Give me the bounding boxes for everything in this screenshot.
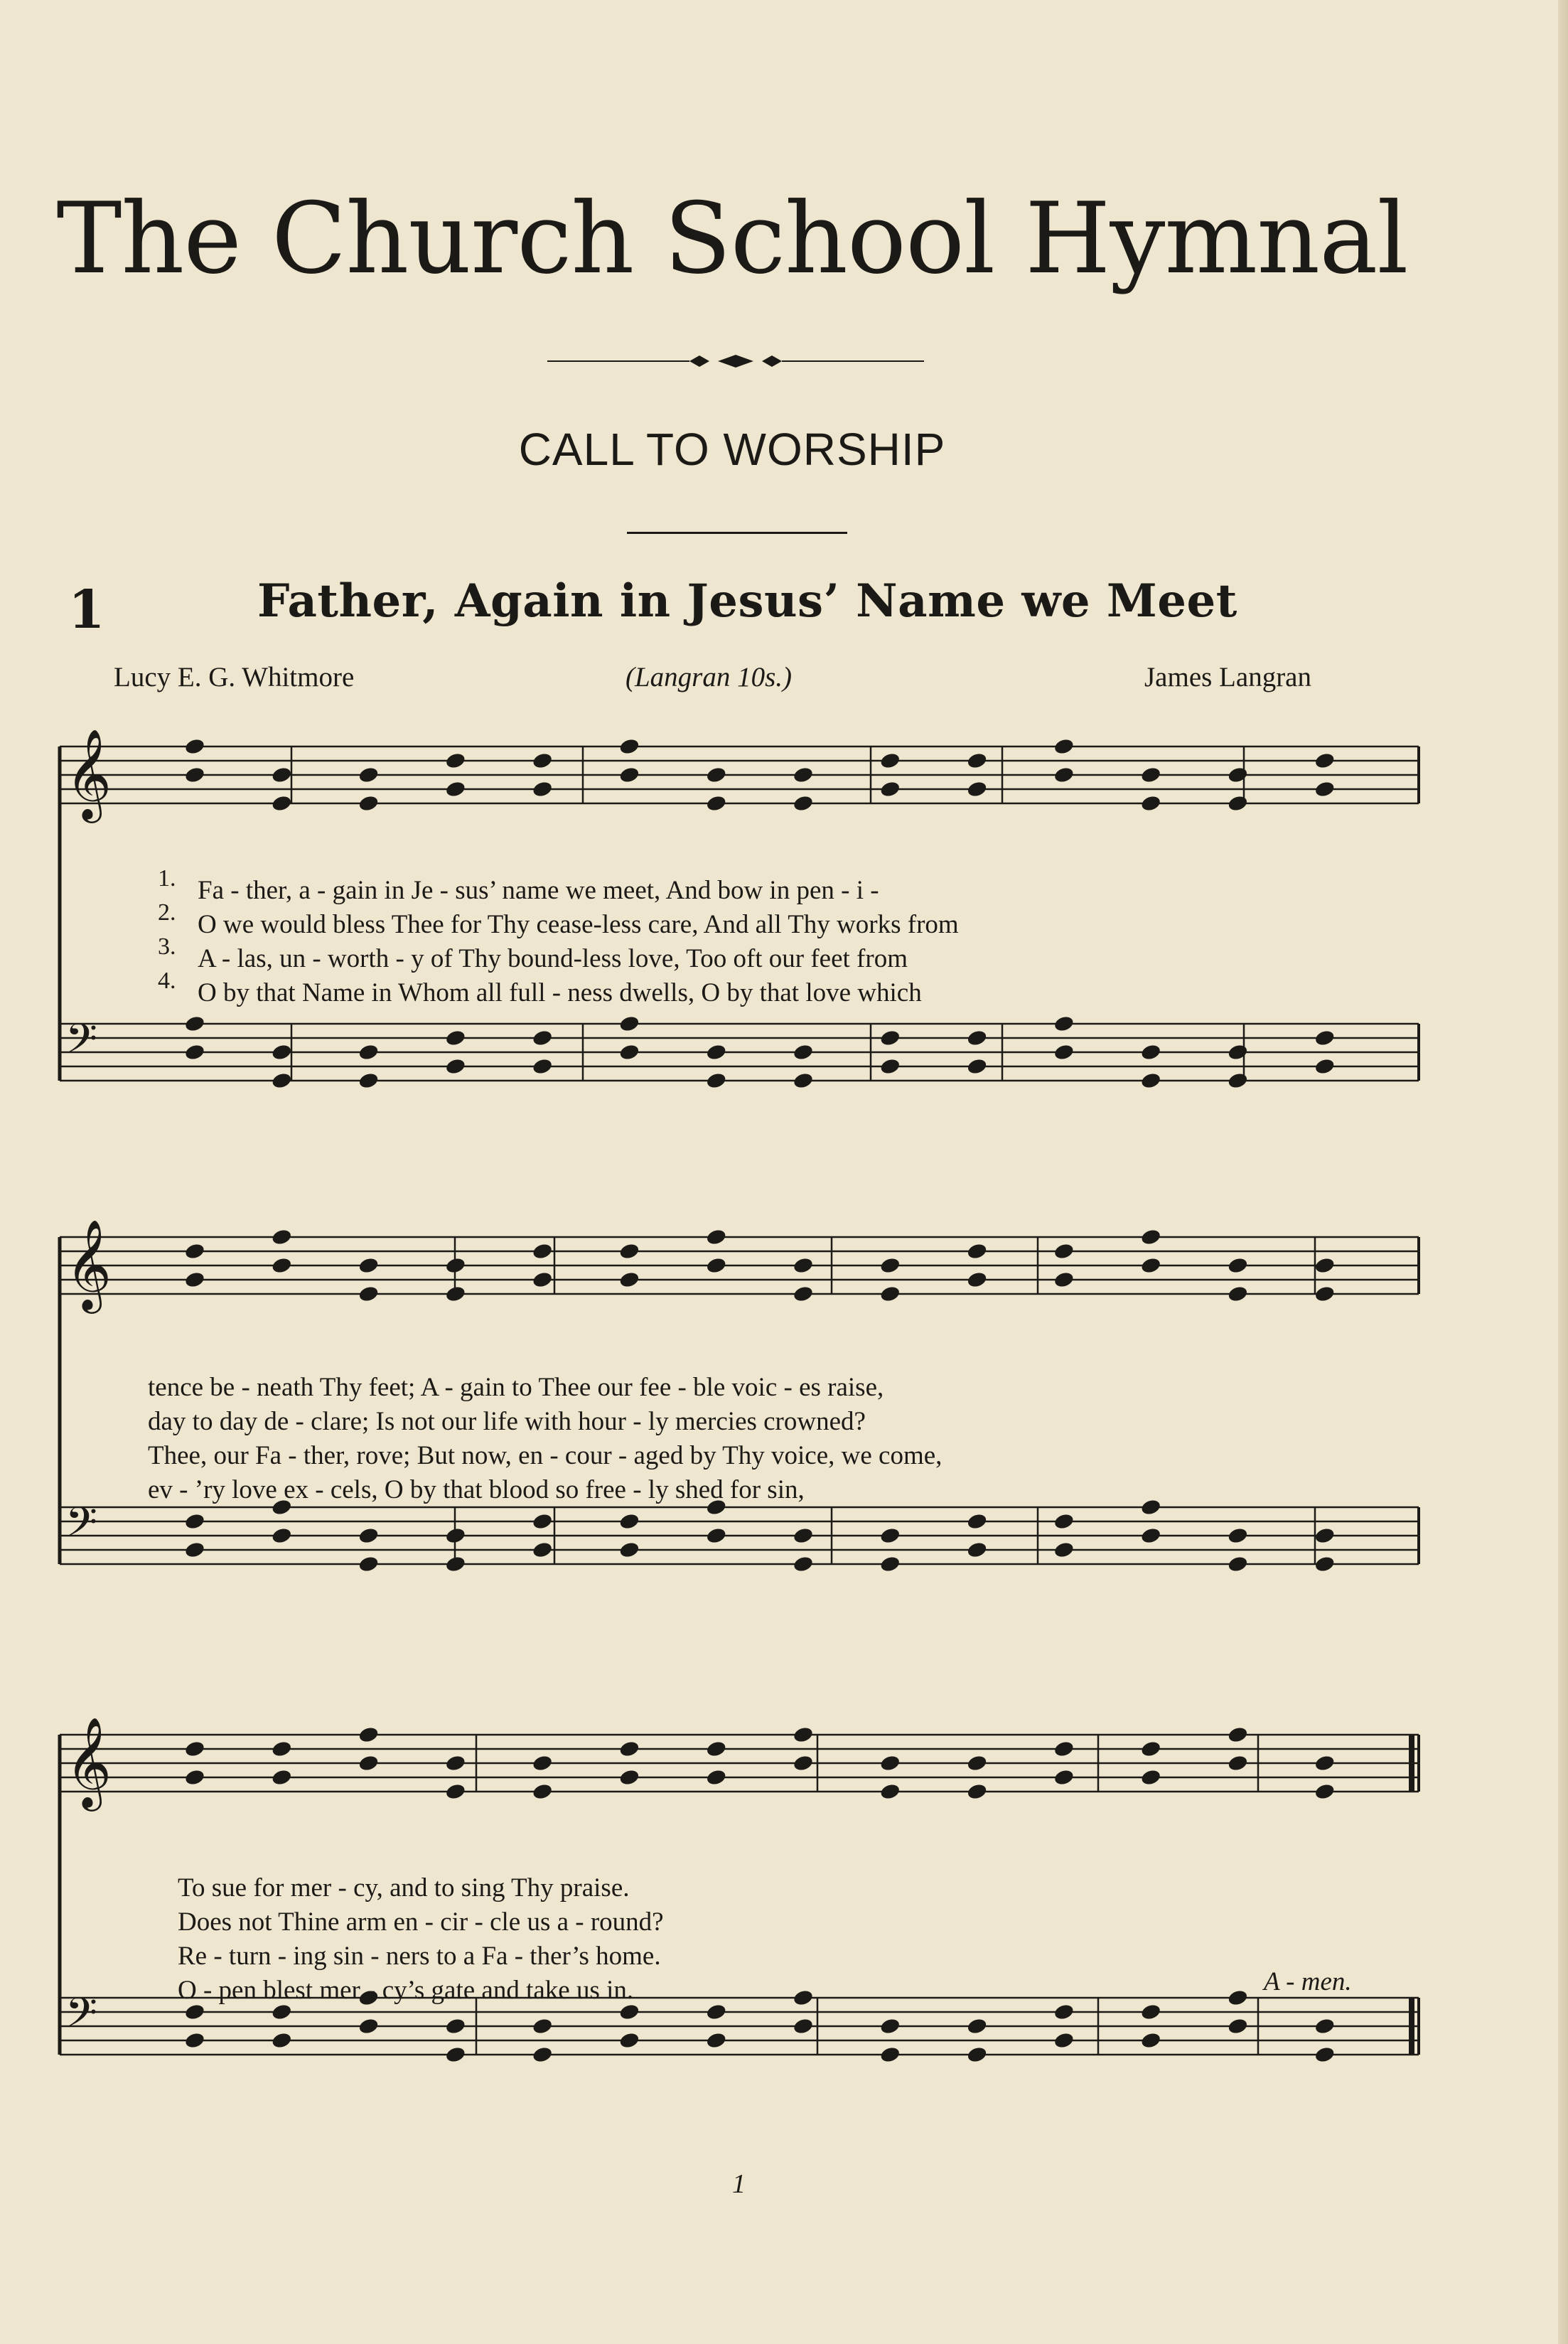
lyric-line: Thee, our Fa - ther, rove; But now, en - cour - aged by Thy voice, we come, [148, 1441, 943, 1470]
lyric-line: O by that Name in Whom all full - ness dwells, O by that love which [198, 978, 922, 1007]
hymn-title: Father, Again in Jesus’ Name we Meet [257, 574, 1237, 628]
verse-number: 3. [158, 933, 176, 960]
svg-text:𝄢: 𝄢 [65, 1989, 98, 2047]
hymn-author: Lucy E. G. Whitmore [114, 662, 355, 692]
hymn-number: 1 [68, 579, 105, 641]
section-title: CALL TO WORSHIP [518, 424, 946, 475]
lyric-line: O - pen blest mer - cy’s gate and take us in. [178, 1976, 634, 2005]
amen-text: A - men. [1264, 1967, 1352, 1996]
svg-text:𝄞: 𝄞 [65, 1219, 112, 1310]
hymn-tune: (Langran 10s.) [625, 662, 793, 692]
lyric-line: Does not Thine arm en - cir - cle us a - round? [178, 1907, 664, 1937]
lyric-line: Fa - ther, a - gain in Je - sus’ name we meet, And bow in pen - i - [198, 876, 879, 905]
svg-text:𝄢: 𝄢 [65, 1498, 98, 1556]
hymn-composer: James Langran [1144, 662, 1311, 692]
lyric-line: To sue for mer - cy, and to sing Thy praise. [178, 1873, 630, 1903]
lyric-line: O we would bless Thee for Thy cease-less care, And all Thy works from [198, 910, 959, 939]
clef-signs [65, 728, 112, 2047]
verse-number: 4. [158, 968, 176, 994]
svg-text:𝄞: 𝄞 [65, 728, 112, 819]
svg-text:𝄞: 𝄞 [65, 1716, 112, 1807]
page-number: 1 [732, 2169, 746, 2199]
verse-number: 2. [158, 899, 176, 926]
verse-number: 1. [158, 865, 176, 892]
lyric-line: day to day de - clare; Is not our life with hour - ly mercies crowned? [148, 1407, 866, 1436]
lyric-line: ev - ’ry love ex - cels, O by that blood so free - ly shed for sin, [148, 1475, 805, 1504]
lyric-line: A - las, un - worth - y of Thy bound-less love, Too oft our feet from [198, 944, 908, 973]
svg-text:𝄢: 𝄢 [65, 1015, 98, 1073]
book-title: The Church School Hymnal [56, 181, 1408, 296]
lyric-line: Re - turn - ing sin - ners to a Fa - ther’s home. [178, 1942, 661, 1971]
lyric-line: tence be - neath Thy feet; A - gain to Thee our fee - ble voic - es raise, [148, 1373, 884, 1402]
